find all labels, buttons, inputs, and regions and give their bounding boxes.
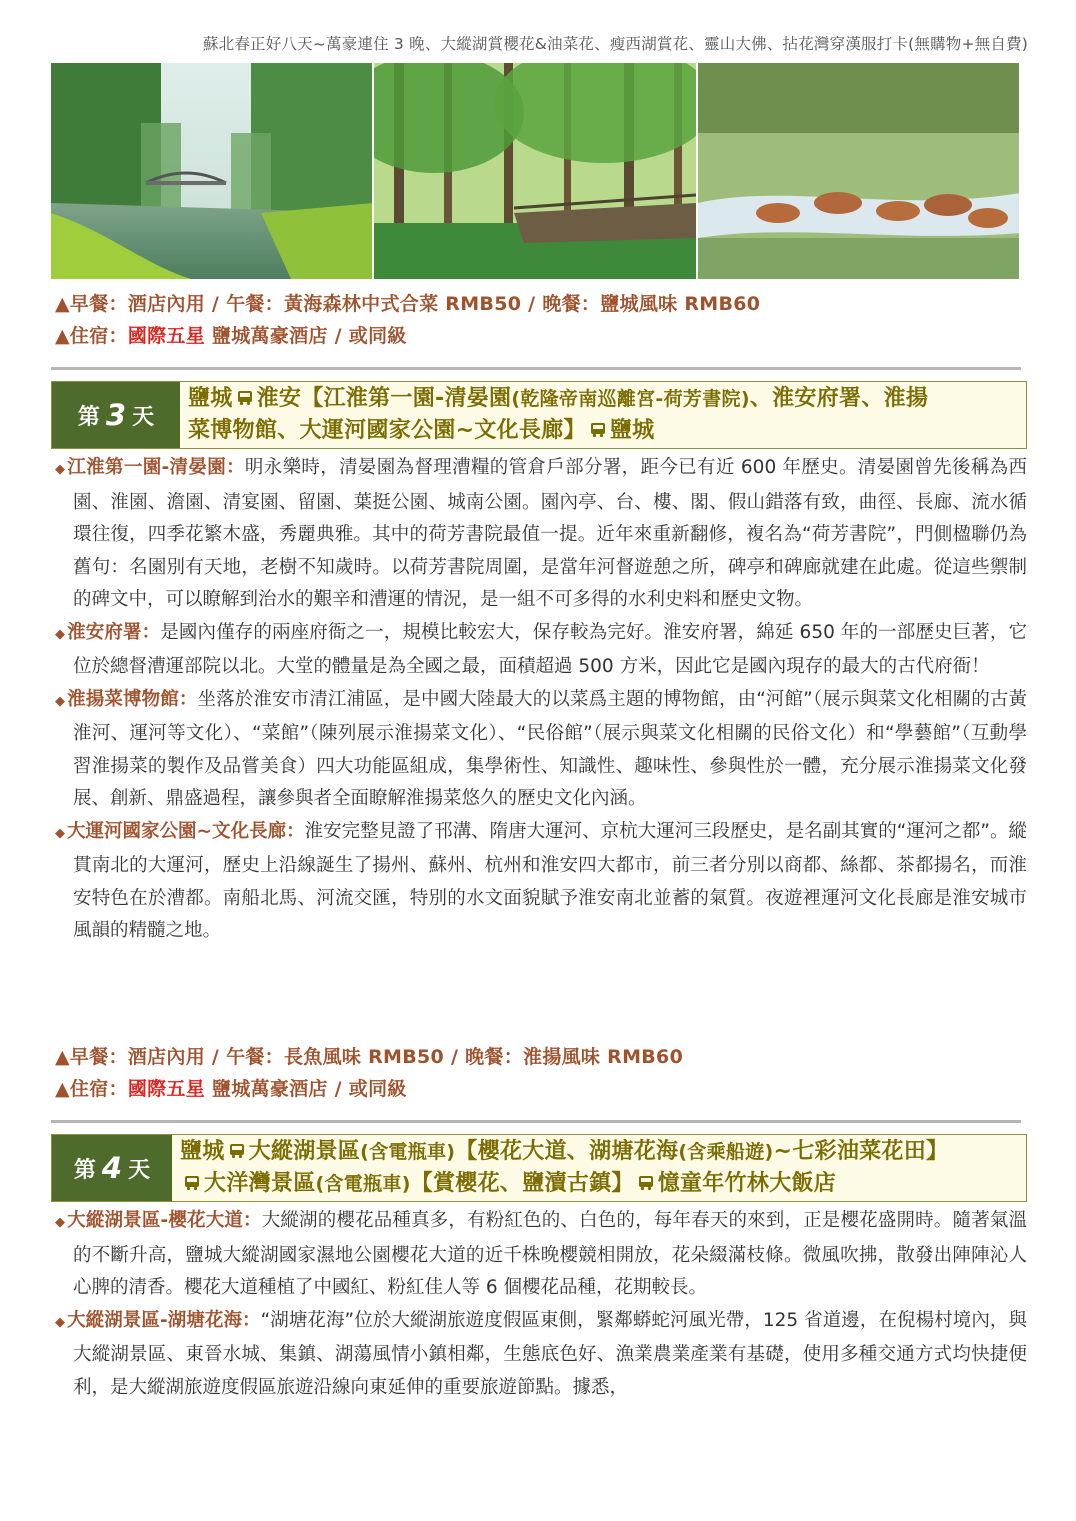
day4-title: 鹽城 大縱湖景區(含電瓶車)【櫻花大道、湖塘花海(含乘船遊)~七彩油菜花田】 大洋灣景區(含電瓶車)【賞櫻花、鹽瀆古鎮】 憶童年竹林大飯店 [172,1135,1026,1201]
day2-stay: ▲住宿：國際五星 鹽城萬豪酒店 / 或同級 [55,325,407,347]
stay-star: 國際五星 [127,325,206,347]
forest-boardwalk-photo [374,63,695,279]
day4-header [51,1134,1027,1202]
list-item: ◆ 淮揚菜博物館：坐落於淮安市清江浦區，是中國大陸最大的以菜爲主題的博物館，由“河館”（展示與菜文化相關的古黃淮河、運河等文化）、“菜館”（陳列展示淮揚菜文化）、“民俗館”（展示與菜文化相關的民俗文化）和“學藝館”（互動學習淮揚菜的製作及品嘗美食）四大功能區組成，集學術性、知識性、趣味性、參與性於一體，充分展示淮揚菜文化發展、創新、鼎盛過程，讓參與者全面瞭解淮揚菜悠久的歷史文化內涵。 [55,688,1027,809]
day3-label: 第 3 天 [52,382,180,448]
page-header: 蘇北春正好八天~萬豪連住 3 晚、大縱湖賞櫻花&油菜花、瘦西湖賞花、靈山大佛、拈花灣穿漢服打卡(無購物+無自費) [202,35,1028,53]
day4-label: 第 4 天 [52,1135,172,1201]
diamond-icon: ◆ [55,693,66,709]
list-item: ◆ 淮安府署：是國內僅存的兩座府衙之一，規模比較宏大，保存較為完好。淮安府署，綿延 650 年的一部歷史巨著，它位於總督漕運部院以北。大堂的體量是為全國之最，面積超過 500 方米，因此它是國內現存的最大的古代府衙！ [55,621,1027,677]
bus-icon [229,1143,245,1159]
day4-itinerary [55,1205,1027,1404]
photo-strip [51,63,1019,279]
diamond-icon: ◆ [55,462,66,477]
diamond-icon: ◆ [55,626,66,642]
bus-icon [638,1175,654,1191]
list-item: ◆ 大縱湖景區-櫻花大道：大縱湖的櫻花品種真多，有粉紅色的、白色的，每年春天的來到，正是櫻花盛開時。隨著氣溫的不斷升高，鹽城大縱湖國家濕地公園櫻花大道的近千株晚櫻競相開放，花朵綴滿枝條。微風吹拂，散發出陣陣沁人心脾的清香。櫻花大道種植了中國紅、粉紅佳人等 6 個櫻花品種，花期較長。 [55,1210,1027,1298]
deer-running-water-photo [698,63,1019,279]
diamond-icon: ◆ [55,825,66,841]
list-item: ◆ 江淮第一園-清晏園：明永樂時，清晏園為督理漕糧的管倉戶部分署，距今已有近 600 年歷史。清晏園曾先後稱為西園、淮園、澹園、清宴園、留園、葉挺公園、城南公園。園內亭、台、樓、閣、假山錯落有致，曲徑、長廊、流水循環往復，四季花繁木盛，秀麗典雅。其中的荷芳書院最值一提。近年來重新翻修，複名為“荷芳書院”，門側楹聯仍為舊句：名園別有天地，老樹不知歲時。以荷芳書院周圍，是當年河督遊憩之所，碑亭和碑廊就建在此處。從這些禦制的碑文中，可以瞭解到治水的艱辛和漕運的情況，是一組不可多得的水利史料和歷史文物。 [55,457,1027,610]
day2-meals: ▲早餐：酒店內用 / 午餐：黃海森林中式合菜 RMB50 / 晚餐：鹽城風味 RMB60 [55,293,761,315]
day3-header [51,381,1027,449]
day3-title: 鹽城 淮安【江淮第一園-清晏園(乾隆帝南巡離宮-荷芳書院)、淮安府署、淮揚 菜博物館、大運河國家公園~文化長廊】 鹽城 [180,382,1026,448]
diamond-icon: ◆ [55,1215,66,1230]
divider [51,367,1021,370]
day3-meals: ▲早餐：酒店內用 / 午餐：長魚風味 RMB50 / 晚餐：淮揚風味 RMB60 [55,1046,684,1068]
day3-stay: ▲住宿：國際五星 鹽城萬豪酒店 / 或同級 [55,1078,407,1100]
bus-icon [184,1175,200,1191]
divider [51,1120,1021,1123]
day3-itinerary [55,452,1027,948]
list-item: ◆ 大運河國家公園~文化長廊：淮安完整見證了邗溝、隋唐大運河、京杭大運河三段歷史，是名副其實的“運河之都”。縱貫南北的大運河，歷史上沿線誕生了揚州、蘇州、杭州和淮安四大都市，前三者分別以商都、絲都、茶都揚名，而淮安特色在於漕都。南船北馬、河流交匯，特別的水文面貌賦予淮安南北並蓄的氣質。夜遊裡運河文化長廊是淮安城市風韻的精髓之地。 [55,820,1027,941]
stay-star: 國際五星 [127,1078,206,1100]
river-bridge-photo [51,63,372,279]
diamond-icon: ◆ [55,1314,66,1330]
bus-icon [590,422,606,438]
list-item: ◆ 大縱湖景區-湖塘花海：“湖塘花海”位於大縱湖旅遊度假區東側，緊鄰蟒蛇河風光帶，125 省道邊，在倪楊村境內，與大縱湖景區、東晉水城、集鎮、湖蕩風情小鎮相鄰，生態底色好、漁業農業產業有基礎，使用多種交通方式均快捷便利，是大縱湖旅遊度假區旅遊沿線向東延伸的重要旅遊節點。據悉， [55,1309,1027,1398]
bus-icon [237,390,253,406]
